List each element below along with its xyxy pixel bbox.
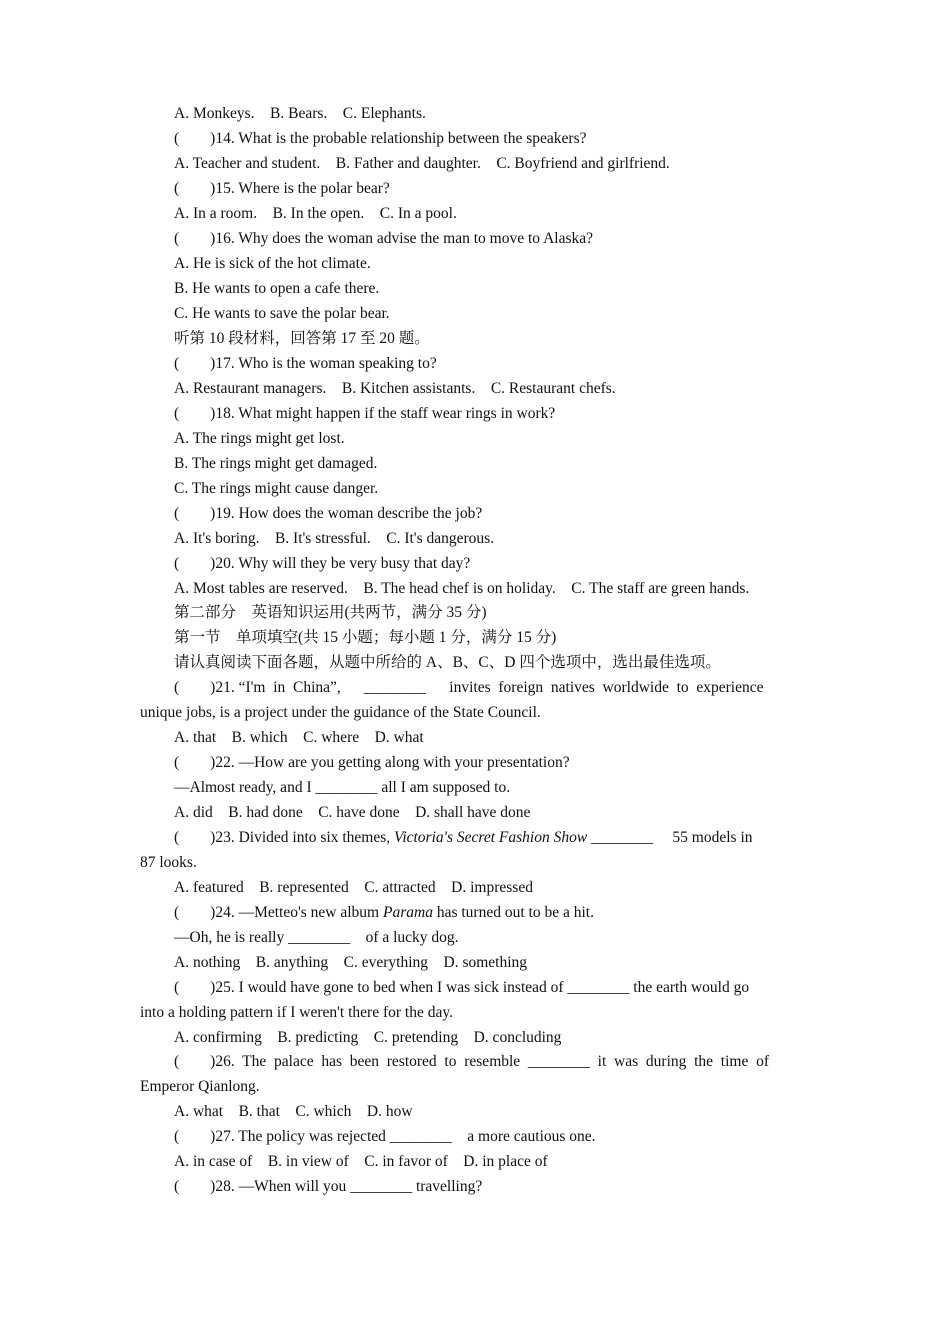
answer-options-17: A. Restaurant managers. B. Kitchen assistants. C. Restaurant chefs. [174,380,616,397]
answer-options-22: A. did B. had done C. have done D. shall have done [174,804,531,821]
question-26-continued: Emperor Qianlong. [140,1078,260,1095]
answer-options-15: A. In a room. B. In the open. C. In a pool. [174,205,457,222]
question-18: ( )18. What might happen if the staff wear rings in work? [174,405,556,422]
part-two-heading: 第二部分 英语知识运用(共两节，满分 35 分) [174,604,487,621]
answer-options-14: A. Teacher and student. B. Father and daughter. C. Boyfriend and girlfriend. [174,155,670,172]
question-19: ( )19. How does the woman describe the job? [174,505,483,522]
question-24-title: Parama [383,904,433,921]
answer-option-18c: C. The rings might cause danger. [174,480,379,497]
answer-option-16b: B. He wants to open a cafe there. [174,280,380,297]
question-24-reply: —Oh, he is really ________ of a lucky dog. [174,929,459,946]
question-22-reply: —Almost ready, and I ________ all I am supposed to. [174,779,511,796]
question-24 [174,903,594,923]
question-23-tail: ________ 55 models in [587,829,753,846]
question-15: ( )15. Where is the polar bear? [174,180,390,197]
question-27: ( )27. The policy was rejected ________ a more cautious one. [174,1128,596,1145]
question-28: ( )28. —When will you ________ travelling? [174,1178,483,1195]
question-17: ( )17. Who is the woman speaking to? [174,355,437,372]
question-25-continued: into a holding pattern if I weren't there for the day. [140,1004,453,1021]
answer-option-16a: A. He is sick of the hot climate. [174,255,371,272]
question-26: ( )26. The palace has been restored to resemble ________ it was during the time of [174,1053,770,1070]
answer-options-21: A. that B. which C. where D. what [174,729,424,746]
question-23 [174,828,753,848]
answer-options-27: A. in case of B. in view of C. in favor of D. in place of [174,1153,548,1170]
answer-options-19: A. It's boring. B. It's stressful. C. It's dangerous. [174,530,495,547]
answer-options-24: A. nothing B. anything C. everything D. something [174,954,528,971]
answer-options-20: A. Most tables are reserved. B. The head chef is on holiday. C. The staff are green hands. [174,580,750,597]
answer-options-26: A. what B. that C. which D. how [174,1103,413,1120]
answer-options-13: A. Monkeys. B. Bears. C. Elephants. [174,105,426,122]
question-23-text: ( )23. Divided into six themes, [174,829,394,846]
section-instruction-material-10: 听第 10 段材料，回答第 17 至 20 题。 [174,330,430,347]
answer-option-18a: A. The rings might get lost. [174,430,345,447]
question-24-text: ( )24. —Metteo's new album [174,904,383,921]
question-23-continued: 87 looks. [140,854,197,871]
question-16: ( )16. Why does the woman advise the man to move to Alaska? [174,230,593,247]
answer-options-25: A. confirming B. predicting C. pretending D. concluding [174,1029,562,1046]
question-21: ( )21. “I'm in China”, ________ invites foreign natives worldwide to experience [174,679,764,696]
answer-options-23: A. featured B. represented C. attracted D. impressed [174,879,533,896]
question-24-tail: has turned out to be a hit. [432,904,594,921]
question-20: ( )20. Why will they be very busy that day? [174,555,471,572]
section-one-instruction: 请认真阅读下面各题，从题中所给的 A、B、C、D 四个选项中，选出最佳选项。 [174,654,721,671]
question-23-title: Victoria's Secret Fashion Show [394,829,588,846]
answer-option-16c: C. He wants to save the polar bear. [174,305,390,322]
question-25: ( )25. I would have gone to bed when I was sick instead of ________ the earth would go [174,979,750,996]
answer-option-18b: B. The rings might get damaged. [174,455,378,472]
question-14: ( )14. What is the probable relationship between the speakers? [174,130,587,147]
question-21-continued: unique jobs, is a project under the guidance of the State Council. [140,704,541,721]
section-one-heading: 第一节 单项填空(共 15 小题；每小题 1 分，满分 15 分) [174,629,557,646]
question-22: ( )22. —How are you getting along with your presentation? [174,754,570,771]
